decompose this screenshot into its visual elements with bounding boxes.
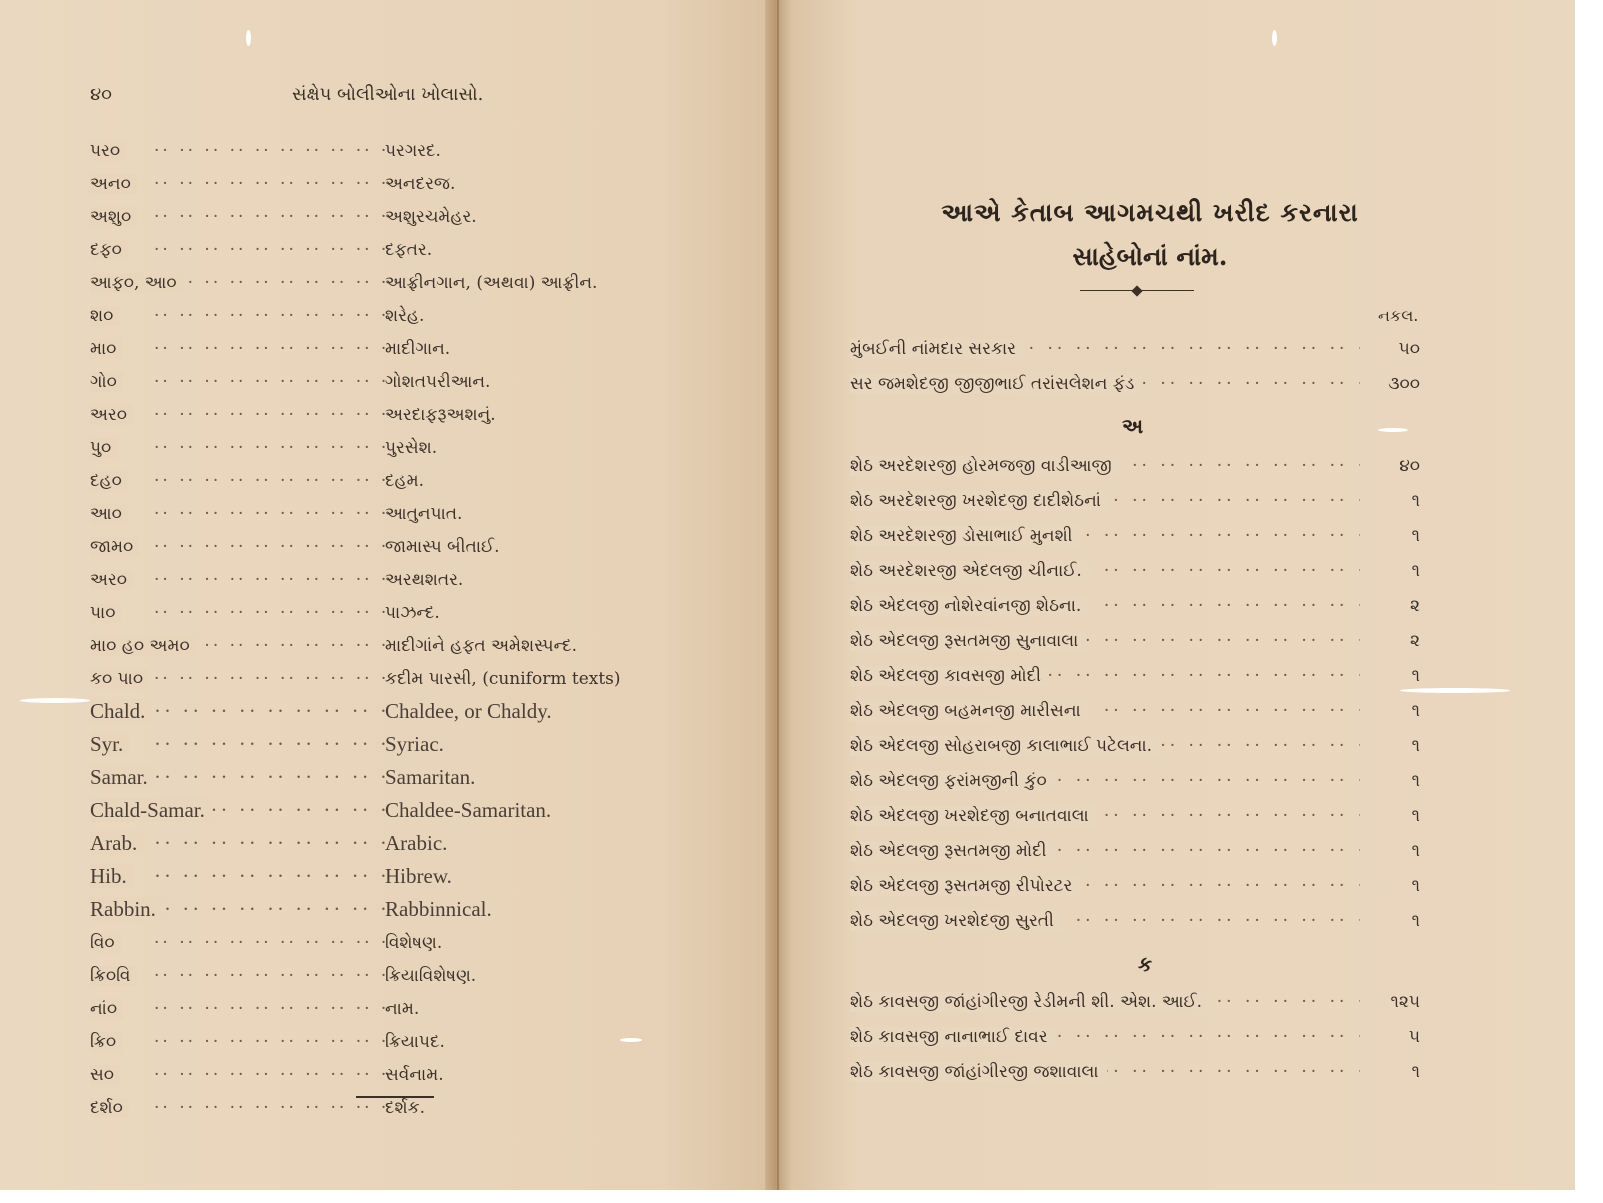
- abbreviation-text: Arab.: [90, 831, 143, 855]
- abbreviation-text: પુ૦: [90, 438, 117, 458]
- abbreviation: [90, 537, 385, 557]
- subscriber-name-text: શેઠ એદલજી રૂસતમજી રીપોરટર: [850, 876, 1080, 896]
- abbreviation: [90, 798, 385, 823]
- abbreviation: [90, 504, 385, 524]
- abbreviation-row: [90, 761, 690, 794]
- abbreviation: [90, 1098, 385, 1118]
- subscriber-copies: ૧૨૫: [1390, 991, 1420, 1012]
- abbreviation-text: આ૦: [90, 504, 128, 524]
- abbreviation-meaning: દહમ.: [385, 470, 424, 491]
- abbreviation-text: અર૦: [90, 405, 133, 425]
- abbreviation-meaning: વિશેષણ.: [385, 932, 443, 953]
- title-line-2: સાહેબોનાં નાંમ.: [1072, 242, 1228, 271]
- abbreviation-row: [90, 134, 690, 167]
- subscriber-name-text: શેઠ અરદેશરજી એદલજી ચીનાઈ.: [850, 561, 1090, 581]
- subscriber-name-text: સર જમશેદજી જીજીભાઈ તરાંસલેશન ફંડ: [850, 374, 1142, 394]
- abbreviation: [90, 1065, 385, 1085]
- subscriber-row: [850, 518, 1420, 553]
- abbreviation-text: ગો૦: [90, 372, 123, 392]
- page-number: ૪૦: [90, 84, 112, 105]
- subscriber-row: [850, 868, 1420, 903]
- subscriber-row: [850, 1019, 1420, 1054]
- abbreviation-meaning: Rabbinnical.: [385, 897, 492, 921]
- subscriber-row: [850, 658, 1420, 693]
- subscriber-copies: ૧: [1411, 875, 1420, 896]
- subscriber-name: [850, 876, 1360, 896]
- subscriber-copies: ૨: [1410, 595, 1420, 616]
- abbreviation-meaning: Arabic.: [385, 831, 448, 855]
- abbreviation-text: ક૦ પા૦: [90, 669, 149, 689]
- end-rule: [356, 1096, 434, 1098]
- abbreviation-text: Samar.: [90, 765, 154, 789]
- abbreviation-meaning: આફ્રીનગાન, (અથવા) આફ્રીન.: [385, 272, 598, 293]
- subscriber-row: [850, 798, 1420, 833]
- subscriber-name-text: શેઠ અરદેશરજી ખરશેદજી દાદીશેઠનાં: [850, 491, 1109, 511]
- spine-fold: [777, 0, 779, 1190]
- abbreviation-row: [90, 794, 690, 827]
- abbreviation-row: [90, 431, 690, 464]
- subscriber-row: [850, 588, 1420, 623]
- abbreviation-meaning: અનદરજ.: [385, 173, 456, 194]
- abbreviation-meaning: માદીગાંને હફત અમેશસ્પન્દ.: [385, 635, 577, 656]
- abbreviation-row: [90, 629, 690, 662]
- abbreviation-text: વિ૦: [90, 933, 121, 953]
- abbreviation: [90, 405, 385, 425]
- subscriber-row: [850, 366, 1420, 401]
- abbreviation-text: અશુ૦: [90, 207, 137, 227]
- subscriber-copies: ૧: [1411, 805, 1420, 826]
- abbreviation-meaning: માદીગાન.: [385, 338, 451, 359]
- abbreviation-row: [90, 563, 690, 596]
- subscriber-name-text: શેઠ એદલજી સોહરાબજી કાલાભાઈ પટેલના.: [850, 736, 1160, 756]
- subscriber-name: [850, 374, 1360, 394]
- subscriber-name: [850, 1062, 1360, 1082]
- abbreviation-list: [90, 134, 690, 1124]
- paper-tear: [20, 698, 90, 703]
- subscriber-copies: ૩૦૦: [1388, 373, 1420, 394]
- subscriber-row: [850, 693, 1420, 728]
- subscribers-title: [880, 198, 1420, 272]
- copies-column-header: નકલ.: [1378, 306, 1419, 325]
- abbreviation-row: [90, 860, 690, 893]
- abbreviation-row: [90, 926, 690, 959]
- subscriber-copies: ૧: [1411, 1061, 1420, 1082]
- abbreviation: [90, 306, 385, 326]
- abbreviation: [90, 570, 385, 590]
- subscriber-row: [850, 763, 1420, 798]
- running-title: સંક્ષેપ બોલીઓના ખોલાસો.: [292, 84, 484, 105]
- abbreviation: [90, 765, 385, 790]
- subscriber-list-a: [850, 448, 1420, 938]
- abbreviation: [90, 273, 385, 293]
- abbreviation-meaning: જામાસ્પ બીતાઈ.: [385, 536, 500, 557]
- abbreviation-row: [90, 266, 690, 299]
- abbreviation-row: [90, 398, 690, 431]
- subscriber-name-text: શેઠ અરદેશરજી ડોસાભાઈ મુનશી: [850, 526, 1081, 546]
- abbreviation-meaning: Syriac.: [385, 732, 444, 756]
- subscriber-copies: ૧: [1411, 735, 1420, 756]
- abbreviation-meaning: શરેહ.: [385, 305, 425, 326]
- subscriber-row: [850, 553, 1420, 588]
- subscriber-name-text: શેઠ કાવસજી જાંહાંગીરજી રેડીમની શી. એશ. આઈ.: [850, 992, 1210, 1012]
- abbreviation-text: દફ૦: [90, 240, 128, 260]
- abbreviation: [90, 897, 385, 922]
- abbreviation-text: અન૦: [90, 174, 137, 194]
- subscriber-row: [850, 833, 1420, 868]
- abbreviation: [90, 339, 385, 359]
- subscriber-name-text: શેઠ કાવસજી જાંહાંગીરજી જશાવાલા: [850, 1062, 1107, 1082]
- abbreviation: [90, 699, 385, 724]
- subscriber-name-text: શેઠ એદલજી ખરશેદજી બનાતવાલા: [850, 806, 1097, 826]
- subscriber-copies: ૨: [1410, 630, 1420, 651]
- abbreviation-text: દહ૦: [90, 471, 128, 491]
- subscriber-row: [850, 483, 1420, 518]
- subscriber-row: [850, 331, 1420, 366]
- subscriber-copies: ૧: [1411, 700, 1420, 721]
- subscriber-name: [850, 1027, 1360, 1047]
- abbreviation-text: Rabbin.: [90, 897, 162, 921]
- abbreviation-row: [90, 233, 690, 266]
- abbreviation: [90, 999, 385, 1019]
- abbreviation-meaning: દફતર.: [385, 239, 433, 260]
- section-letter-a: અ: [1122, 414, 1144, 438]
- abbreviation-text: પા૦: [90, 603, 121, 623]
- subscriber-name-text: શેઠ એદલજી કાવસજી મોદી: [850, 666, 1049, 686]
- subscriber-name: [850, 806, 1360, 826]
- subscriber-name-text: શેઠ એદલજી ફરાંમજીની કું૦: [850, 771, 1055, 791]
- abbreviation-text: Syr.: [90, 732, 129, 756]
- subscriber-name: [850, 339, 1360, 359]
- abbreviation-row: [90, 1058, 690, 1091]
- abbreviation-meaning: Chaldee-Samaritan.: [385, 798, 552, 822]
- abbreviation: [90, 240, 385, 260]
- subscriber-name: [850, 736, 1360, 756]
- abbreviation-meaning: આતુનપાત.: [385, 503, 463, 524]
- subscriber-copies: ૧: [1411, 910, 1420, 931]
- paper-tear: [246, 30, 251, 46]
- subscriber-name: [850, 491, 1360, 511]
- abbreviation-text: પર૦: [90, 141, 126, 161]
- subscriber-name: [850, 771, 1360, 791]
- subscriber-name-text: શેઠ એદલજી રૂસતમજી સુનાવાલા: [850, 631, 1086, 651]
- abbreviation-row: [90, 992, 690, 1025]
- subscriber-list-top: [850, 331, 1420, 401]
- abbreviation-row: [90, 299, 690, 332]
- subscriber-name-text: શેઠ એદલજી રૂસતમજી મોદી: [850, 841, 1055, 861]
- paper-tear: [1400, 688, 1510, 693]
- subscriber-copies: ૧: [1411, 490, 1420, 511]
- subscriber-name-text: શેઠ એદલજી નોશેરવાંનજી શેઠના.: [850, 596, 1089, 616]
- subscriber-row: [850, 448, 1420, 483]
- subscriber-name: [850, 911, 1360, 931]
- abbreviation-text: મા૦ હ૦ અમ૦: [90, 636, 196, 656]
- abbreviation-meaning: Samaritan.: [385, 765, 476, 789]
- ornament-divider: [1080, 288, 1194, 294]
- paper-tear: [1378, 428, 1408, 432]
- abbreviation-row: [90, 596, 690, 629]
- abbreviation-text: નાં૦: [90, 999, 123, 1019]
- abbreviation: [90, 471, 385, 491]
- abbreviation-row: [90, 365, 690, 398]
- abbreviation: [90, 831, 385, 856]
- abbreviation-meaning: સર્વનામ.: [385, 1064, 444, 1085]
- abbreviation: [90, 603, 385, 623]
- abbreviation-text: શ૦: [90, 306, 119, 326]
- abbreviation: [90, 372, 385, 392]
- subscriber-list-k: [850, 984, 1420, 1089]
- abbreviation-text: અર૦: [90, 570, 133, 590]
- subscriber-name: [850, 841, 1360, 861]
- abbreviation-text: ક્રિ૦વિ: [90, 966, 137, 986]
- subscriber-name: [850, 992, 1360, 1012]
- abbreviation-row: [90, 893, 690, 926]
- abbreviation-row: [90, 332, 690, 365]
- paper-tear: [620, 1038, 642, 1042]
- subscriber-row: [850, 728, 1420, 763]
- abbreviation-meaning: પરગરદ.: [385, 140, 441, 161]
- subscriber-name: [850, 526, 1360, 546]
- abbreviation-meaning: પુરસેશ.: [385, 437, 438, 458]
- subscriber-name: [850, 561, 1360, 581]
- abbreviation-text: દર્શ૦: [90, 1098, 129, 1118]
- subscriber-copies: ૧: [1411, 840, 1420, 861]
- abbreviation-meaning: અશુરચમેહર.: [385, 206, 477, 227]
- abbreviation-meaning: Chaldee, or Chaldy.: [385, 699, 552, 723]
- abbreviation-meaning: કદીમ પારસી, (cuniform texts): [385, 668, 621, 689]
- abbreviation: [90, 636, 385, 656]
- abbreviation: [90, 933, 385, 953]
- abbreviation-row: [90, 959, 690, 992]
- abbreviation-meaning: પાઝન્દ.: [385, 602, 440, 623]
- abbreviation: [90, 864, 385, 889]
- abbreviation-row: [90, 497, 690, 530]
- abbreviation-row: [90, 200, 690, 233]
- subscriber-row: [850, 1054, 1420, 1089]
- subscriber-row: [850, 984, 1420, 1019]
- subscriber-copies: ૫૦: [1398, 338, 1420, 359]
- abbreviation-text: સ૦: [90, 1065, 120, 1085]
- subscriber-name-text: શેઠ એદલજી બહમનજી મારીસના: [850, 701, 1089, 721]
- subscriber-copies: ૧: [1411, 770, 1420, 791]
- abbreviation-text: ક્રિ૦: [90, 1032, 122, 1052]
- abbreviation: [90, 1032, 385, 1052]
- section-letter-k: ક: [1138, 952, 1153, 976]
- subscriber-name: [850, 631, 1360, 651]
- abbreviation-meaning: ક્રિયાપદ.: [385, 1031, 445, 1052]
- abbreviation-text: જામ૦: [90, 537, 139, 557]
- abbreviation: [90, 174, 385, 194]
- abbreviation-row: [90, 464, 690, 497]
- subscriber-row: [850, 903, 1420, 938]
- title-line-1: આએ કેતાબ આગમચથી ખરીદ કરનારા: [941, 198, 1359, 227]
- subscriber-copies: ૪૦: [1399, 455, 1420, 476]
- subscriber-name-text: મુંબઈની નાંમદાર સરકાર: [850, 339, 1024, 359]
- abbreviation: [90, 207, 385, 227]
- subscriber-name: [850, 456, 1360, 476]
- abbreviation-meaning: ગોશતપરીઆન.: [385, 371, 491, 392]
- abbreviation-text: Chald-Samar.: [90, 798, 211, 822]
- abbreviation-row: [90, 827, 690, 860]
- abbreviation-row: [90, 1025, 690, 1058]
- abbreviation-text: આફ૦, આ૦: [90, 273, 183, 293]
- abbreviation-meaning: Hibrew.: [385, 864, 452, 888]
- abbreviation-row: [90, 167, 690, 200]
- abbreviation-text: મા૦: [90, 339, 122, 359]
- abbreviation-row: [90, 695, 690, 728]
- abbreviation: [90, 669, 385, 689]
- subscriber-name: [850, 666, 1360, 686]
- subscriber-name-text: શેઠ અરદેશરજી હોરમજજી વાડીઆજી: [850, 456, 1120, 476]
- abbreviation: [90, 966, 385, 986]
- abbreviation-meaning: ક્રિયાવિશેષણ.: [385, 965, 477, 986]
- abbreviation-meaning: અરદાફરૂઅશનું.: [385, 404, 496, 425]
- abbreviation-meaning: દર્શક.: [385, 1097, 426, 1118]
- abbreviation-row: [90, 728, 690, 761]
- abbreviation: [90, 438, 385, 458]
- abbreviation: [90, 732, 385, 757]
- subscriber-name-text: શેઠ એદલજી ખરશેદજી સુરતી: [850, 911, 1062, 931]
- subscriber-copies: ૧: [1411, 525, 1420, 546]
- subscriber-name-text: શેઠ કાવસજી નાનાભાઈ દાવર: [850, 1027, 1056, 1047]
- abbreviation-meaning: નામ.: [385, 998, 420, 1019]
- subscriber-copies: ૧: [1411, 560, 1420, 581]
- abbreviation-text: Chald.: [90, 699, 151, 723]
- abbreviation-meaning: અરથશતર.: [385, 569, 464, 590]
- paper-tear: [1272, 30, 1277, 46]
- subscriber-copies: ૧: [1411, 665, 1420, 686]
- abbreviation-row: [90, 530, 690, 563]
- abbreviation-row: [90, 662, 690, 695]
- subscriber-row: [850, 623, 1420, 658]
- subscriber-name: [850, 701, 1360, 721]
- subscriber-name: [850, 596, 1360, 616]
- subscriber-copies: ૫: [1408, 1026, 1420, 1047]
- abbreviation-text: Hib.: [90, 864, 133, 888]
- abbreviation: [90, 141, 385, 161]
